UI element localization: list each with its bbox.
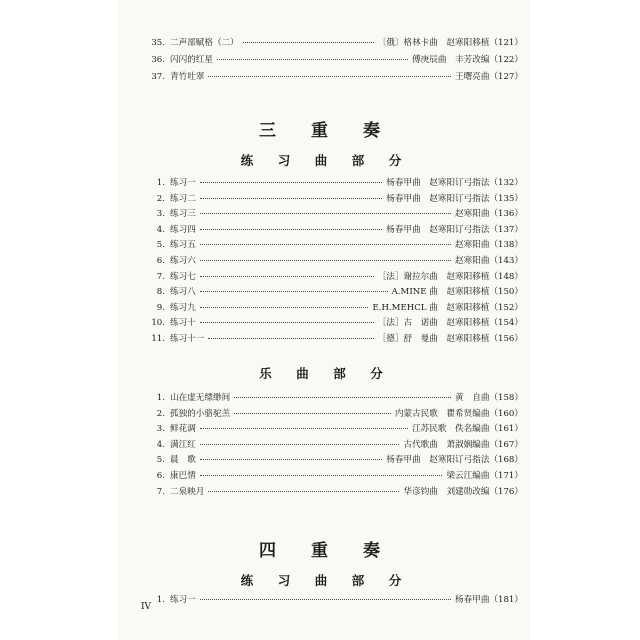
entry-number: 8. <box>156 287 165 298</box>
toc-entry <box>119 254 529 268</box>
entry-number: 1. <box>156 393 165 403</box>
dot-leader <box>200 182 382 183</box>
toc-entry <box>119 485 529 499</box>
toc-entry <box>119 407 529 421</box>
entry-number: 3. <box>156 209 165 220</box>
entry-credit: 杨春甲曲 赵寒阳订弓指法（168） <box>386 455 523 466</box>
dot-leader <box>200 444 399 445</box>
entry-title: 练习十 <box>170 318 196 329</box>
dot-leader <box>200 276 374 277</box>
toc-entry <box>119 469 529 483</box>
entry-number: 37. <box>151 72 165 83</box>
dot-leader <box>200 322 374 323</box>
entry-credit: 赵寒阳曲（138） <box>455 240 523 251</box>
contents-page <box>119 0 529 640</box>
toc-entry <box>119 593 529 607</box>
entry-number: 5. <box>156 240 165 251</box>
entry-title: 练习五 <box>170 240 196 251</box>
entry-credit: 梁云江编曲（171） <box>446 471 523 481</box>
dot-leader <box>200 475 442 476</box>
entry-title: 晨 歌 <box>170 455 196 466</box>
entry-credit: 江苏民歌 佚名编曲（161） <box>412 424 523 435</box>
toc-entry <box>119 453 529 467</box>
entry-credit: 赵寒阳曲（136） <box>455 209 523 220</box>
toc-entry <box>119 36 529 50</box>
dot-leader <box>243 42 374 43</box>
entry-number: 2. <box>156 193 165 204</box>
entry-title: 满江红 <box>170 439 196 450</box>
entry-number: 7. <box>156 271 165 282</box>
entry-credit: ［德］舒 曼曲 赵寒阳移植（156） <box>377 334 523 344</box>
entry-number: 9. <box>156 302 165 313</box>
entry-title: 练习一 <box>170 178 196 188</box>
entry-number: 11. <box>151 334 165 344</box>
toc-entry <box>119 391 529 405</box>
entry-credit: 杨春甲曲 赵寒阳订弓指法（135） <box>386 193 523 204</box>
entry-title: 二泉映月 <box>170 486 205 497</box>
entry-number: 1. <box>156 595 165 605</box>
entry-number: 3. <box>156 424 165 435</box>
entry-number: 36. <box>151 55 165 66</box>
toc-entry <box>119 438 529 452</box>
dot-leader <box>234 397 451 398</box>
toc-entry <box>119 332 529 346</box>
entry-title: 山在虚无缥缈间 <box>170 393 231 403</box>
entry-credit: 杨春甲曲（181） <box>455 595 523 605</box>
subsection-heading-trio-etudes: 练 习 曲 部 分 <box>240 153 408 168</box>
dot-leader <box>208 491 399 492</box>
page-number: IV <box>141 602 152 612</box>
entry-title: 练习十一 <box>170 334 205 344</box>
toc-entry <box>119 238 529 252</box>
entry-credit: A.MINE 曲 赵寒阳移植（150） <box>391 287 523 298</box>
toc-entry <box>119 207 529 221</box>
dot-leader <box>200 291 388 292</box>
entry-title: 练习七 <box>170 271 196 282</box>
dot-leader <box>200 599 451 600</box>
toc-entry <box>119 223 529 237</box>
dot-leader <box>200 244 451 245</box>
entry-credit: 杨春甲曲 赵寒阳订弓指法（137） <box>386 224 523 235</box>
entry-credit: 傅庚辰曲 丰芳改编（122） <box>412 55 523 66</box>
entry-number: 6. <box>156 471 165 481</box>
section-heading-quartet: 四 重 奏 <box>259 541 389 561</box>
entry-title: 练习三 <box>170 209 196 220</box>
toc-entry <box>119 270 529 284</box>
entry-title: 练习二 <box>170 193 196 204</box>
entry-credit: ［法］谢拉尔曲 赵寒阳移植（148） <box>377 271 523 282</box>
entry-credit: 华彦钧曲 刘建勋改编（176） <box>403 486 523 497</box>
entry-title: 二声部赋格（二） <box>170 38 239 48</box>
dot-leader <box>208 338 374 339</box>
toc-entry <box>119 192 529 206</box>
toc-entry <box>119 422 529 436</box>
entry-title: 练习九 <box>170 302 196 313</box>
entry-number: 7. <box>156 486 165 497</box>
entry-credit: 内蒙古民歌 瞿希贤编曲（160） <box>394 408 523 419</box>
dot-leader <box>200 428 408 429</box>
entry-title: 练习一 <box>170 595 196 605</box>
entry-title: 练习六 <box>170 256 196 266</box>
entry-title: 练习八 <box>170 287 196 298</box>
dot-leader <box>234 413 391 414</box>
entry-credit: 杨春甲曲 赵寒阳订弓指法（132） <box>386 178 523 188</box>
dot-leader <box>200 307 368 308</box>
entry-title: 闪闪的红星 <box>170 55 213 66</box>
entry-number: 5. <box>156 455 165 466</box>
entry-credit: E.H.MEHCL 曲 赵寒阳移植（152） <box>372 302 523 313</box>
entry-credit: 〔俄〕格林卡曲 赵寒阳移植（121） <box>377 38 523 48</box>
entry-credit: 赵寒阳曲（143） <box>455 256 523 266</box>
dot-leader <box>208 76 451 77</box>
toc-entry <box>119 316 529 330</box>
dot-leader <box>200 198 382 199</box>
entry-credit: 王曙亮曲（127） <box>455 72 523 83</box>
entry-title: 孤独的小骆驼羔 <box>170 408 231 419</box>
entry-credit: ［法］古 诺曲 赵寒阳移植（154） <box>377 318 523 329</box>
toc-entry <box>119 301 529 315</box>
dot-leader <box>217 59 408 60</box>
entry-number: 1. <box>156 178 165 188</box>
dot-leader <box>200 260 451 261</box>
toc-entry <box>119 176 529 190</box>
toc-entry <box>119 70 529 84</box>
entry-number: 4. <box>156 224 165 235</box>
entry-number: 2. <box>156 408 165 419</box>
toc-entry <box>119 285 529 299</box>
toc-entry <box>119 53 529 67</box>
entry-number: 4. <box>156 439 165 450</box>
section-heading-trio: 三 重 奏 <box>259 121 389 141</box>
entry-credit: 黄 自曲（158） <box>455 393 523 403</box>
entry-title: 青竹吐翠 <box>170 72 205 83</box>
dot-leader <box>200 459 382 460</box>
subsection-heading-trio-pieces: 乐 曲 部 分 <box>259 366 389 381</box>
entry-number: 10. <box>151 318 165 329</box>
entry-title: 鲜花调 <box>170 424 196 435</box>
entry-credit: 古代歌曲 萧淑娴编曲（167） <box>403 439 523 450</box>
dot-leader <box>200 213 451 214</box>
entry-title: 康巴情 <box>170 471 196 481</box>
entry-title: 练习四 <box>170 224 196 235</box>
subsection-heading-quartet-etudes: 练 习 曲 部 分 <box>240 573 408 588</box>
entry-number: 35. <box>151 38 165 48</box>
entry-number: 6. <box>156 256 165 266</box>
dot-leader <box>200 229 382 230</box>
